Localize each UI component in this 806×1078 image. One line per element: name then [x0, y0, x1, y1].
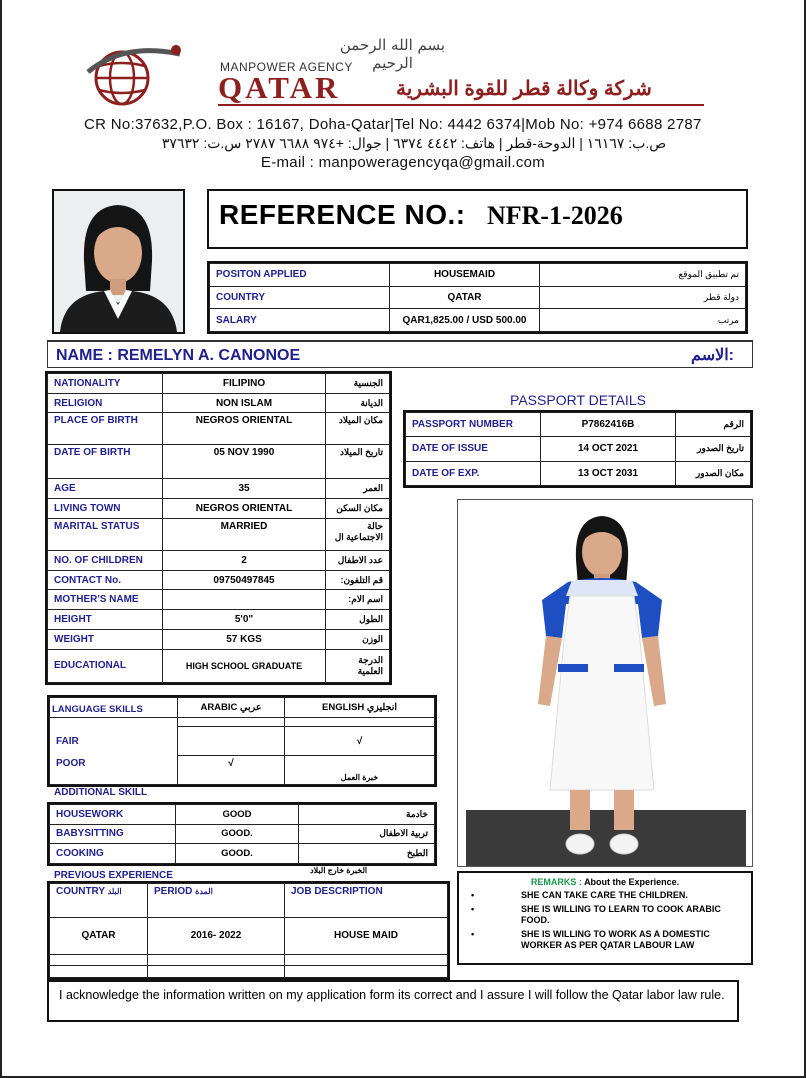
field-arabic: قم التلفون:: [326, 570, 390, 590]
exp-job: [285, 954, 448, 966]
field-value: 09750497845: [163, 570, 326, 590]
passport-table: [403, 410, 753, 488]
field-value: 05 NOV 1990: [163, 445, 326, 479]
full-body-photo: [457, 499, 753, 867]
field-label: RELIGION: [48, 393, 163, 413]
reference-box: [207, 189, 748, 249]
country-header: [50, 884, 148, 918]
language-level: [50, 718, 178, 727]
table-row: [48, 413, 390, 445]
agency-name-arabic: شركة وكالة قطر للقوة البشرية: [396, 78, 652, 100]
language-table: [47, 695, 437, 787]
remarks-heading: [465, 877, 745, 887]
table-row: [210, 286, 746, 309]
agency-logo: [84, 44, 186, 106]
reference-number: NFR-1-2026: [487, 201, 623, 230]
arabic-level: √: [178, 756, 285, 785]
field-label: MOTHER'S NAME: [48, 590, 163, 610]
skill-label: COOKING: [50, 844, 176, 864]
personal-table: [45, 371, 392, 685]
skill-value: GOOD: [176, 805, 299, 825]
table-row: [210, 264, 746, 287]
field-label: NATIONALITY: [48, 374, 163, 394]
field-value: FILIPINO: [163, 374, 326, 394]
field-label: PLACE OF BIRTH: [48, 413, 163, 445]
field-label: LIVING TOWN: [48, 499, 163, 519]
table-row: [50, 805, 435, 825]
country-arabic: دولة قطر: [540, 286, 746, 309]
table-row: [48, 479, 390, 499]
exp-period: 2016- 2022: [148, 918, 285, 955]
email-line: E-mail : manpoweragencyqa@gmail.com: [260, 154, 546, 171]
field-arabic: حالة الاجتماعية ال: [326, 518, 390, 550]
table-row: [48, 649, 390, 682]
name-arabic: الاسم:: [691, 347, 734, 364]
table-row: [50, 966, 448, 978]
experience-title-arabic: الخبرة خارج البلاد: [310, 866, 368, 875]
field-label: CONTACT No.: [48, 570, 163, 590]
field-value: NON ISLAM: [163, 393, 326, 413]
remarks-label: REMARKS :: [530, 877, 582, 887]
table-row: [50, 698, 435, 718]
remarks-list: [465, 890, 745, 951]
field-value: HIGH SCHOOL GRADUATE: [163, 649, 326, 682]
field-value: [163, 590, 326, 610]
salary-value: QAR1,825.00 / USD 500.00: [390, 309, 540, 332]
field-value: MARRIED: [163, 518, 326, 550]
field-arabic: العمر: [326, 479, 390, 499]
table-row: [50, 756, 435, 785]
passport-label: DATE OF ISSUE: [406, 437, 541, 461]
field-arabic: مكان الميلاد: [326, 413, 390, 445]
country-header-arabic: البلد: [107, 887, 122, 896]
arabic-level: [178, 727, 285, 756]
position-arabic: تم تطبيق الموقع: [540, 264, 746, 287]
table-row: [48, 445, 390, 479]
experience-table: [47, 881, 450, 980]
field-value: NEGROS ORIENTAL: [163, 499, 326, 519]
english-column: ENGLISH انجليزي: [285, 698, 435, 718]
remarks-box: [457, 871, 753, 965]
exp-job: [285, 966, 448, 978]
acknowledgement: I acknowledge the information written on my application form its correct and I assure I will follow the Qatar labor law rule.: [47, 980, 739, 1022]
field-arabic: اسم الام:: [326, 590, 390, 610]
language-level: POOR: [50, 756, 178, 785]
table-row: [48, 590, 390, 610]
table-row: [48, 499, 390, 519]
skill-value: GOOD.: [176, 844, 299, 864]
list-item: • SHE CAN TAKE CARE THE CHILDREN.: [465, 890, 745, 901]
passport-label: DATE OF EXP.: [406, 461, 541, 485]
experience-arabic: خبرة العمل: [285, 756, 435, 785]
english-level: √: [285, 727, 435, 756]
table-row: [210, 309, 746, 332]
table-row: [48, 570, 390, 590]
field-label: NO. OF CHILDREN: [48, 550, 163, 570]
field-label: DATE OF BIRTH: [48, 445, 163, 479]
remarks-subtitle: About the Experience.: [584, 877, 680, 887]
bismillah-calligraphy: بسم الله الرحمن الرحيم: [339, 36, 446, 72]
exp-job: HOUSE MAID: [285, 918, 448, 955]
skill-arabic: خادمة: [299, 805, 435, 825]
position-table: [207, 261, 748, 334]
field-label: HEIGHT: [48, 610, 163, 630]
exp-country: QATAR: [50, 918, 148, 955]
field-label: MARITAL STATUS: [48, 518, 163, 550]
reference-label: REFERENCE NO.:: [219, 199, 466, 230]
exp-country: [50, 966, 148, 978]
skill-arabic: تربية الاطفال: [299, 824, 435, 844]
passport-title: PASSPORT DETAILS: [510, 392, 646, 408]
salary-arabic: مرتب: [540, 309, 746, 332]
experience-title: PREVIOUS EXPERIENCE: [54, 870, 173, 881]
job-header: JOB DESCRIPTION: [285, 884, 448, 918]
passport-arabic: مكان الصدور: [676, 461, 751, 485]
field-arabic: الطول: [326, 610, 390, 630]
table-row: [50, 727, 435, 756]
agency-subtitle: MANPOWER AGENCY: [220, 60, 353, 74]
passport-label: PASSPORT NUMBER: [406, 413, 541, 437]
arabic-column: ARABIC عربي: [178, 698, 285, 718]
period-header-label: PERIOD: [154, 886, 193, 897]
table-row: [50, 718, 435, 727]
field-value: 57 KGS: [163, 629, 326, 649]
contact-line-arabic: ص.ب: ١٦١٦٧ | الدوحة-قطر | هاتف: ٤٤٤٢ ٦٣٧٤ | جوال: +٩٧٤ ٦٦٨٨ ٢٧٨٧ س.ت: ٣٧٦٣٢: [161, 135, 667, 151]
table-row: [50, 844, 435, 864]
country-label: COUNTRY: [210, 286, 390, 309]
table-row: [48, 518, 390, 550]
english-level: [285, 718, 435, 727]
table-row: [48, 393, 390, 413]
table-row: [50, 824, 435, 844]
period-header: [148, 884, 285, 918]
table-row: [48, 550, 390, 570]
expiry-date: 13 OCT 2031: [541, 461, 676, 485]
field-arabic: الجنسية: [326, 374, 390, 394]
country-header-label: COUNTRY: [56, 886, 105, 897]
table-row: [48, 610, 390, 630]
agency-brand: QATAR: [218, 70, 341, 105]
field-arabic: الوزن: [326, 629, 390, 649]
field-arabic: عدد الاطفال: [326, 550, 390, 570]
field-arabic: الديانة: [326, 393, 390, 413]
table-row: [48, 374, 390, 394]
table-row: [50, 884, 448, 918]
passport-number: P7862416B: [541, 413, 676, 437]
table-row: [406, 461, 751, 485]
skill-value: GOOD.: [176, 824, 299, 844]
portrait-photo: [52, 189, 185, 334]
field-arabic: تاريخ الميلاد: [326, 445, 390, 479]
skill-arabic: الطبخ: [299, 844, 435, 864]
table-row: [50, 918, 448, 955]
list-item: • SHE IS WILLING TO LEARN TO COOK ARABIC FOOD.: [465, 904, 745, 926]
skill-label: HOUSEWORK: [50, 805, 176, 825]
field-value: 2: [163, 550, 326, 570]
field-arabic: مكان السكن: [326, 499, 390, 519]
exp-period: [148, 966, 285, 978]
country-value: QATAR: [390, 286, 540, 309]
field-value: 5'0": [163, 610, 326, 630]
skill-label: BABYSITTING: [50, 824, 176, 844]
header-divider: [218, 104, 704, 106]
period-header-arabic: المدة: [195, 887, 213, 896]
field-arabic: الدرجة العلمية: [326, 649, 390, 682]
exp-period: [148, 954, 285, 966]
position-value: HOUSEMAID: [390, 264, 540, 287]
language-level: FAIR: [50, 727, 178, 756]
table-row: [48, 629, 390, 649]
list-item: • SHE IS WILLING TO WORK AS A DOMESTIC WORKER AS PER QATAR LABOUR LAW: [465, 929, 745, 951]
skills-title: ADDITIONAL SKILL: [54, 787, 148, 798]
passport-arabic: تاريخ الصدور: [676, 437, 751, 461]
field-label: WEIGHT: [48, 629, 163, 649]
salary-label: SALARY: [210, 309, 390, 332]
table-row: [406, 437, 751, 461]
name-bar: [47, 340, 753, 368]
table-row: [50, 954, 448, 966]
field-label: AGE: [48, 479, 163, 499]
skills-table: [47, 802, 437, 866]
field-value: 35: [163, 479, 326, 499]
issue-date: 14 OCT 2021: [541, 437, 676, 461]
field-label: EDUCATIONAL: [48, 649, 163, 682]
arabic-level: [178, 718, 285, 727]
field-value: NEGROS ORIENTAL: [163, 413, 326, 445]
table-row: [406, 413, 751, 437]
language-header: LANGUAGE SKILLS: [50, 698, 178, 718]
passport-arabic: الرقم: [676, 413, 751, 437]
exp-country: [50, 954, 148, 966]
contact-line: CR No:37632,P.O. Box : 16167, Doha-Qatar|Tel No: 4442 6374|Mob No: +974 6688 2787: [84, 116, 702, 133]
position-label: POSITON APPLIED: [210, 264, 390, 287]
applicant-name: NAME : REMELYN A. CANONOE: [56, 347, 301, 364]
